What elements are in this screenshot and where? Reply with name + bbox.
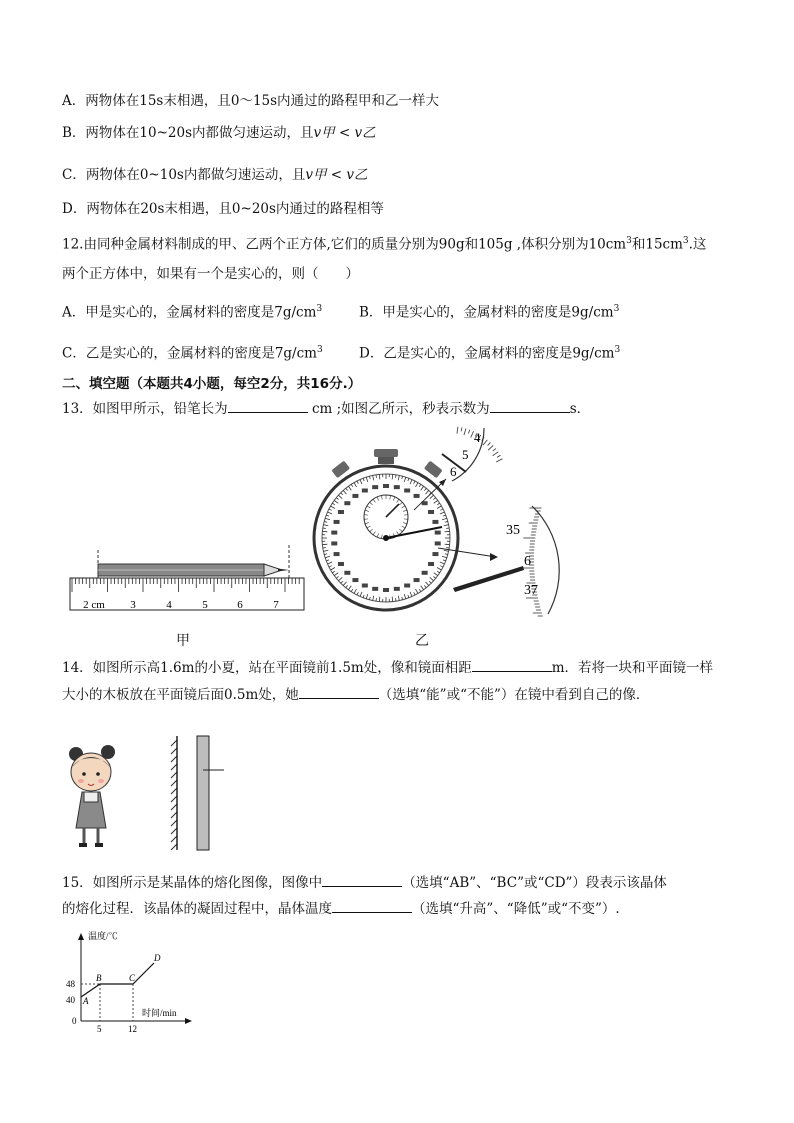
dial-number-mark xyxy=(334,520,340,524)
dial-number-mark xyxy=(383,588,389,592)
y-tick-label: 0 xyxy=(72,1016,77,1026)
dial-number-mark xyxy=(338,562,344,566)
mirror-hatch-line xyxy=(171,804,177,810)
hand-pivot xyxy=(383,535,389,541)
melting-curve xyxy=(81,963,154,997)
zoom-dial-label: 4 xyxy=(474,430,481,445)
q13-text-3: s． xyxy=(569,401,591,417)
q12-stem-line1 xyxy=(62,231,706,255)
mirror-hatch-line xyxy=(171,820,177,826)
sup-3: 3 xyxy=(626,236,632,246)
ruler xyxy=(70,578,304,610)
figure-caption-jia: 甲 xyxy=(176,633,190,649)
stopwatch-button xyxy=(424,461,443,479)
mirror-hatch-line xyxy=(171,844,177,850)
dial-number-mark xyxy=(435,531,441,535)
dial-number-mark xyxy=(331,531,337,535)
q15-line1 xyxy=(62,872,667,893)
dial-tick xyxy=(322,531,327,532)
zoom-dial-tick xyxy=(461,427,462,431)
ruler-label: 2 cm xyxy=(83,599,105,611)
x-tick-label: 12 xyxy=(128,1024,137,1034)
q11-option-c-expr: v甲 < v乙 xyxy=(305,167,368,183)
y-axis-arrow xyxy=(78,933,84,940)
mirror-hatch-line xyxy=(171,836,177,842)
q15-text-2: （选填“AB”、“BC”或“CD”）段表示该晶体 xyxy=(402,875,667,891)
ruler-label: 3 xyxy=(130,599,136,611)
dial-number-mark xyxy=(344,501,350,505)
zoom-dial-tick xyxy=(488,443,491,446)
ruler-label: 6 xyxy=(237,599,243,611)
answer-blank[interactable] xyxy=(472,657,552,672)
dial-number-mark xyxy=(372,485,378,489)
dial-number-mark xyxy=(435,541,441,545)
arrow-head xyxy=(490,553,498,561)
zoom-dial-label: 6 xyxy=(450,464,457,479)
answer-blank[interactable] xyxy=(228,398,308,413)
zoom-scale-label: 35 xyxy=(506,523,520,538)
q11-option-b xyxy=(62,123,376,143)
zoom-dial-tick xyxy=(488,445,493,450)
dial-number-mark xyxy=(352,578,358,582)
mirror-hatch-line xyxy=(171,788,177,794)
q12-stem-line2: 两个正方体中，如果有一个是实心的，则（ ） xyxy=(62,266,359,282)
q15-text-4: （选填“升高”、“降低”或“不变”）. xyxy=(412,901,620,917)
zoom-dial-label: 5 xyxy=(462,447,469,462)
mirror-hatch-line xyxy=(171,796,177,802)
q12-option-b-text: B．甲是实心的，金属材料的密度是9g/cm xyxy=(359,304,614,321)
point-label-c: C xyxy=(129,973,136,983)
q14-text-1: 14．如图所示高1.6m的小夏，站在平面镜前1.5m处，像和镜面相距 xyxy=(62,660,472,676)
answer-blank[interactable] xyxy=(332,898,412,913)
dial-tick xyxy=(322,544,327,545)
answer-blank[interactable] xyxy=(299,684,379,699)
mirror-hatch-line xyxy=(171,756,177,762)
section-heading: 二、填空题（本题共4小题，每空2分，共16分.） xyxy=(62,376,362,392)
zoom-dial-tick xyxy=(496,459,502,462)
q14-text-2: m．若将一块和平面镜一样 xyxy=(551,660,714,676)
q12-option-d xyxy=(359,340,620,364)
q11-option-a: A．两物体在15s末相遇，且0～15s内通过的路程甲和乙一样大 xyxy=(62,93,440,109)
dial-number-mark xyxy=(414,494,420,498)
sup-3: 3 xyxy=(682,236,689,246)
dial-number-mark xyxy=(414,578,420,582)
q12-option-d-text: D．乙是实心的，金属材料的密度是9g/cm xyxy=(359,345,615,362)
q15-line2 xyxy=(62,898,620,919)
q11-option-d: D．两物体在20s末相遇，且0~20s内通过的路程相等 xyxy=(62,201,384,217)
y-axis-label: 温度/℃ xyxy=(88,931,118,941)
wooden-board xyxy=(197,736,209,850)
sup-3: 3 xyxy=(316,345,323,355)
zoom-dial-tick xyxy=(464,428,466,435)
stopwatch-crown xyxy=(378,456,394,464)
q15-text-1: 15．如图所示是某晶体的熔化图像，图像中 xyxy=(62,875,323,891)
y-tick-label: 48 xyxy=(66,979,75,989)
q11-option-c xyxy=(62,165,368,185)
q12-stem-part1: 12.由同种金属材料制成的甲、乙两个正方体,它们的质量分别为90g和105g ,体积分别为10cm xyxy=(62,236,627,253)
zoom-dial-tick xyxy=(493,449,496,451)
q14-text-3: 大小的木板放在平面镜后面0.5m处，她 xyxy=(62,687,299,703)
zoom-dial-tick xyxy=(497,455,500,457)
dial-number-mark xyxy=(331,541,337,545)
dial-number-mark xyxy=(432,520,438,524)
mirror-hatch-line xyxy=(171,764,177,770)
q11-option-b-text: B．两物体在10~20s内都做匀速运动，且 xyxy=(62,125,314,141)
zoom-dial-tick xyxy=(468,430,469,434)
q12-stem-part2: 和15cm xyxy=(631,236,683,253)
x-axis-arrow xyxy=(185,1018,192,1024)
dial-number-mark xyxy=(422,571,428,575)
q12-option-c xyxy=(62,340,323,364)
figure-caption-yi: 乙 xyxy=(415,633,429,649)
dial-tick xyxy=(445,544,450,545)
dial-number-mark xyxy=(344,571,350,575)
melting-graph xyxy=(64,925,196,1035)
dial-number-mark xyxy=(352,494,358,498)
dial-number-mark xyxy=(362,584,368,588)
x-tick-label: 5 xyxy=(97,1024,102,1034)
q12-option-a xyxy=(62,299,322,323)
q12-stem-part3: .这 xyxy=(688,236,707,253)
pencil xyxy=(98,564,289,576)
dial-tick xyxy=(379,474,380,479)
mirror-hatch-line xyxy=(171,780,177,786)
point-label-a: A xyxy=(83,996,89,1006)
x-axis-label: 时间/min xyxy=(142,1008,177,1018)
mirror-hatch-line xyxy=(171,748,177,754)
y-tick-label: 40 xyxy=(66,995,75,1005)
q14-text-4: （选填“能”或“不能”）在镜中看到自己的像． xyxy=(378,687,650,703)
dial-number-mark xyxy=(404,584,410,588)
mirror-hatch-line xyxy=(171,772,177,778)
dial-number-mark xyxy=(372,587,378,591)
zoom-scale-needle xyxy=(453,566,524,592)
mirror-hatch-line xyxy=(171,740,177,746)
dial-number-mark xyxy=(432,552,438,556)
q13-stem xyxy=(62,398,590,419)
ruler-label: 7 xyxy=(273,599,279,611)
zoom-dial-tick xyxy=(457,427,458,434)
dial-number-mark xyxy=(394,587,400,591)
girl-illustration xyxy=(69,745,115,847)
sup-3: 3 xyxy=(614,345,621,355)
dial-number-mark xyxy=(428,510,434,514)
dial-number-mark xyxy=(383,484,389,488)
q15-text-3: 的熔化过程．该晶体的凝固过程中，晶体温度 xyxy=(62,901,332,917)
dial-tick xyxy=(392,597,393,602)
zoom-scale-label: 37 xyxy=(524,583,538,598)
q12-option-c-text: C．乙是实心的，金属材料的密度是7g/cm xyxy=(62,345,317,362)
dial-number-mark xyxy=(404,488,410,492)
mirror-hatch-line xyxy=(171,828,177,834)
dial-number-mark xyxy=(334,552,340,556)
q11-option-b-expr: v甲 < v乙 xyxy=(313,125,376,141)
stopwatch-crown xyxy=(374,449,398,457)
point-label-d: D xyxy=(154,953,161,963)
q14-line2 xyxy=(62,684,649,705)
answer-blank[interactable] xyxy=(490,398,570,413)
answer-blank[interactable] xyxy=(322,872,402,887)
pencil-ruler-figure xyxy=(68,540,308,618)
ruler-label: 5 xyxy=(202,599,208,611)
point-label-b: B xyxy=(96,973,102,983)
sup-3: 3 xyxy=(613,304,620,314)
dial-tick xyxy=(379,597,380,602)
girl-mirror-figure xyxy=(60,730,240,855)
q13-text-2: cm ;如图乙所示，秒表示数为 xyxy=(311,401,490,417)
q12-option-b xyxy=(359,299,619,323)
dial-number-mark xyxy=(362,488,368,492)
zoom-dial-tick xyxy=(493,452,499,456)
q12-option-a-text: A．甲是实心的，金属材料的密度是7g/cm xyxy=(62,304,317,321)
stopwatch-figure xyxy=(310,426,600,621)
zoom-scale-label: 6 xyxy=(524,554,531,569)
sup-3: 3 xyxy=(316,304,323,314)
q14-line1 xyxy=(62,657,713,678)
dial-number-mark xyxy=(338,510,344,514)
zoom-dial-tick xyxy=(483,440,487,445)
mirror-hatch-line xyxy=(171,812,177,818)
dial-number-mark xyxy=(428,562,434,566)
dial-tick xyxy=(392,474,393,479)
ruler-label: 4 xyxy=(166,599,172,611)
q13-text-1: 13．如图甲所示，铅笔长为 xyxy=(62,401,228,417)
dial-tick xyxy=(445,531,450,532)
dial-number-mark xyxy=(394,485,400,489)
q11-option-c-text: C．两物体在0~10s内都做匀速运动，且 xyxy=(62,167,306,183)
